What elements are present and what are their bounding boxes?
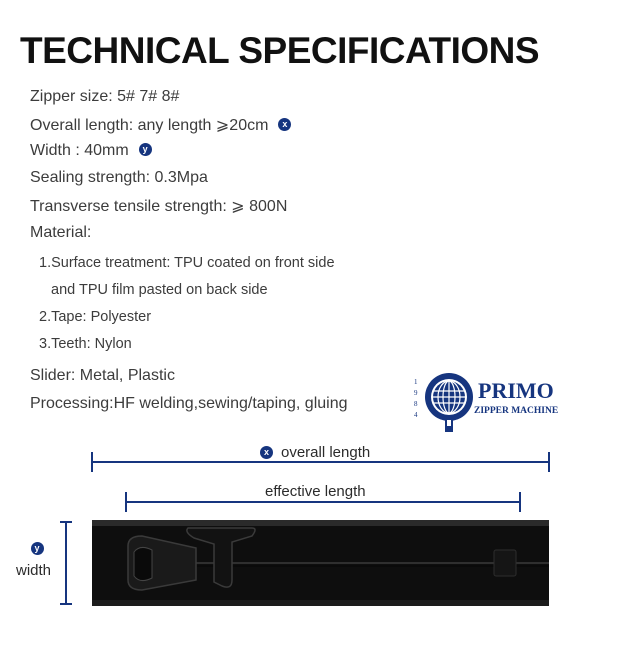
spec-zipper-size: Zipper size: 5# 7# 8#	[30, 88, 180, 105]
logo-year-digit: 8	[414, 400, 418, 408]
spec-overall-length: Overall length: any length ⩾20cm	[30, 117, 269, 134]
spec-processing: Processing:HF welding,sewing/taping, gluing	[30, 395, 348, 412]
spec-material-2: 2.Tape: Polyester	[39, 309, 152, 325]
y-badge-icon: y	[139, 143, 152, 156]
overall-length-label: overall length	[281, 444, 371, 461]
spec-sealing-strength: Sealing strength: 0.3Mpa	[30, 169, 208, 186]
spec-material-1b: and TPU film pasted on back side	[51, 282, 268, 298]
spec-material-3: 3.Teeth: Nylon	[39, 336, 132, 352]
overall-length-dimension	[92, 452, 549, 472]
primo-logo	[412, 368, 582, 440]
spec-slider: Slider: Metal, Plastic	[30, 367, 175, 384]
spec-width-row	[30, 142, 152, 160]
width-dimension	[60, 522, 72, 604]
spec-width: Width : 40mm	[30, 142, 129, 159]
logo-tagline: ZIPPER MACHINE	[474, 406, 559, 416]
zipper-diagram	[0, 440, 640, 640]
x-badge-icon: x	[278, 118, 291, 131]
effective-length-label: effective length	[265, 483, 366, 500]
logo-year-digit: 4	[414, 411, 418, 419]
logo-year-digit: 9	[414, 389, 418, 397]
spec-material-heading: Material:	[30, 224, 92, 241]
width-label: width	[16, 562, 52, 579]
effective-length-dimension	[126, 492, 520, 512]
x-badge-icon: x	[260, 446, 273, 459]
spec-tensile-strength: Transverse tensile strength: ⩾ 800N	[30, 198, 288, 215]
y-badge-icon: y	[31, 542, 44, 555]
page-title: TECHNICAL SPECIFICATIONS	[20, 30, 540, 71]
globe-icon	[425, 373, 473, 432]
logo-year-digit: 1	[414, 378, 418, 386]
spec-overall-length-row	[30, 115, 291, 135]
spec-material-1a: 1.Surface treatment: TPU coated on front side	[39, 255, 335, 271]
logo-name: PRIMO	[478, 378, 554, 403]
